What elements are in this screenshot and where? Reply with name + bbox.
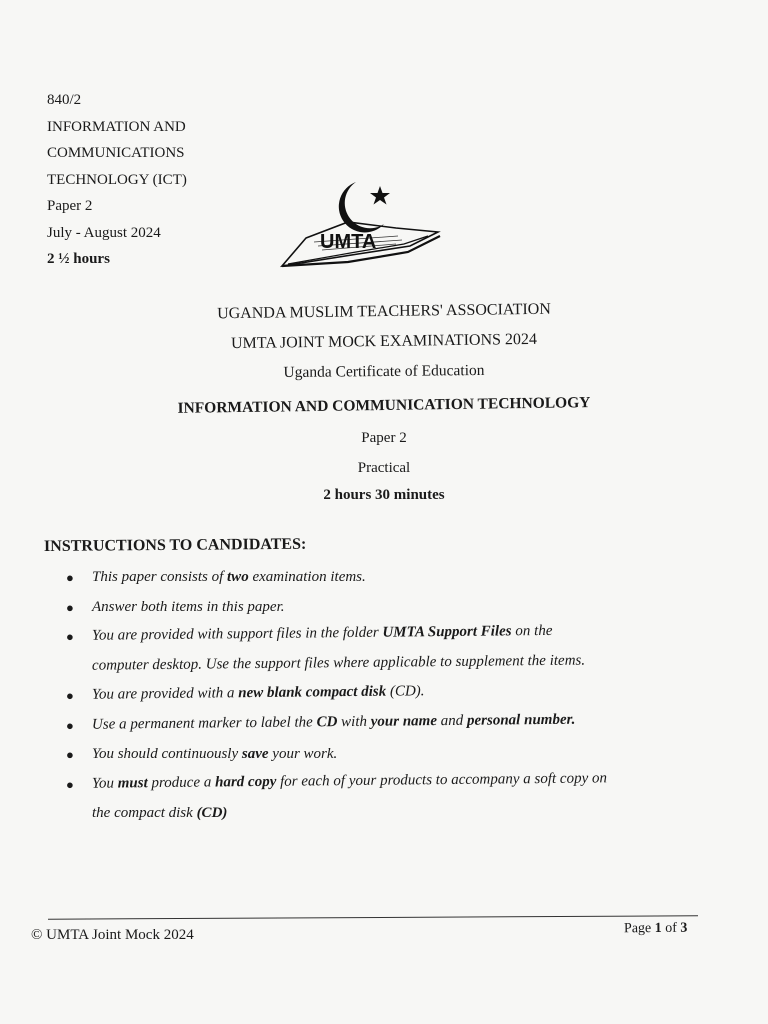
instruction-item: ● You are provided with support files in the folder UMTA Support Files on the	[66, 615, 706, 651]
bullet-icon: ●	[65, 628, 74, 644]
bullet-icon: ●	[65, 776, 74, 792]
umta-logo-icon	[278, 180, 448, 270]
page-number: Page 1 of 3	[623, 920, 688, 937]
logo-text: UMTA	[320, 231, 377, 253]
association-name: UGANDA MUSLIM TEACHERS' ASSOCIATION	[217, 300, 551, 323]
certificate-name: Uganda Certificate of Education	[283, 361, 485, 382]
bullet-icon: ●	[65, 717, 74, 733]
instruction-item: ● Answer both items in this paper.	[66, 593, 706, 623]
instruction-item: ● This paper consists of two examination items.	[66, 563, 706, 593]
footer-copyright: © UMTA Joint Mock 2024	[31, 927, 194, 943]
exam-title: UMTA JOINT MOCK EXAMINATIONS 2024	[230, 330, 538, 353]
instruction-item-continuation: the compact disk (CD)	[92, 805, 228, 821]
subject-line-2: COMMUNICATIONS	[47, 145, 185, 161]
paper-title: Paper 2	[361, 430, 407, 446]
instruction-item: ● You are provided with a new blank compact disk (CD).	[66, 674, 706, 710]
instructions-heading: INSTRUCTIONS TO CANDIDATES:	[43, 535, 307, 555]
paper-duration: 2 ½ hours	[47, 251, 110, 267]
bullet-icon: ●	[66, 570, 74, 585]
instruction-item: ● You should continuously save your work.	[66, 740, 706, 770]
instruction-item-continuation: computer desktop. Use the support files where applicable to supplement the items.	[91, 652, 586, 674]
paper-code: 840/2	[47, 92, 82, 108]
bullet-icon: ●	[66, 747, 74, 762]
instructions-list	[66, 563, 706, 829]
instruction-item: ● Use a permanent marker to label the CD with your name and personal number.	[66, 704, 706, 740]
bullet-icon: ●	[65, 687, 74, 703]
duration-title: 2 hours 30 minutes	[323, 487, 445, 503]
instruction-item: ● You must produce a hard copy for each of your products to accompany a soft copy on	[66, 763, 706, 799]
subject-line-1: INFORMATION AND	[47, 118, 186, 135]
subject-line-3: TECHNOLOGY (ICT)	[47, 171, 187, 188]
exam-period: July - August 2024	[47, 224, 161, 241]
crescent-star-book-logo	[278, 180, 448, 270]
paper-type: Practical	[357, 460, 411, 476]
paper-meta	[47, 87, 187, 273]
footer-divider	[48, 915, 698, 919]
subject-title: INFORMATION AND COMMUNICATION TECHNOLOGY	[177, 394, 591, 417]
bullet-icon: ●	[66, 599, 74, 615]
paper-number: Paper 2	[47, 198, 93, 214]
